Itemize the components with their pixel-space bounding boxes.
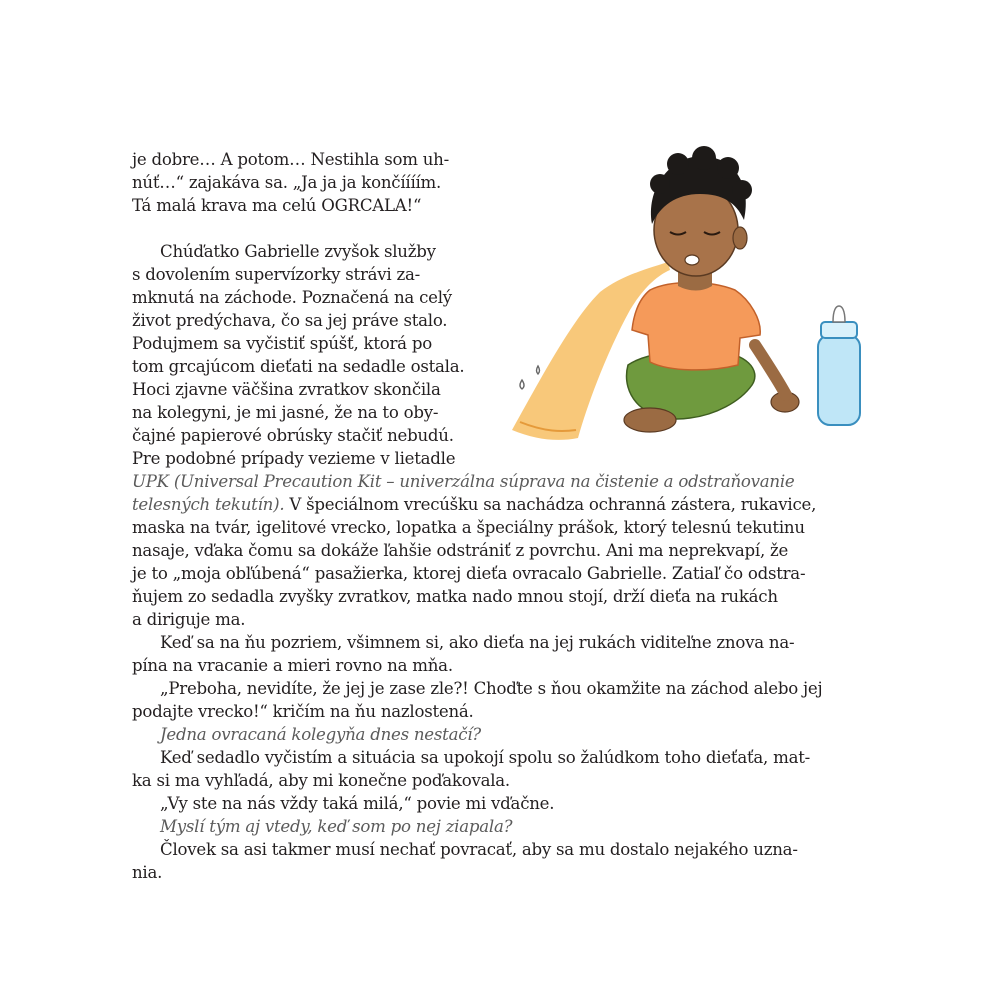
text-line: núť…“ zajakáva sa. „Ja ja ja končíííím. — [132, 173, 442, 192]
text-line: tom grcajúcom dieťati na sedadle ostala. — [132, 357, 465, 376]
text-line: čajné papierové obrúsky stačiť nebudú. — [132, 426, 454, 445]
text-line: mknutá na záchode. Poznačená na celý — [132, 288, 452, 307]
text-line: je dobre… A potom… Nestihla som uh- — [132, 150, 449, 169]
text-line: je to „moja obľúbená“ pasažierka, ktorej dieťa ovracalo Gabrielle. Zatiaľ čo odstra- — [132, 564, 806, 583]
text-line: Keď sedadlo vyčistím a situácia sa upokojí spolu so žalúdkom toho dieťaťa, mat- — [160, 748, 810, 767]
text-line: a diriguje ma. — [132, 610, 246, 629]
text-line: pína na vracanie a mieri rovno na mňa. — [132, 656, 453, 675]
text-line: nia. — [132, 863, 163, 882]
text-line-italic: Myslí tým aj vtedy, keď som po nej ziapala? — [160, 817, 513, 836]
text-line: ka si ma vyhľadá, aby mi konečne poďakovala. — [132, 771, 510, 790]
text-line: ňujem zo sedadla zvyšky zvratkov, matka nado mnou stojí, drží dieťa na rukách — [132, 587, 778, 606]
text-line: s dovolením supervízorky strávi za- — [132, 265, 420, 284]
text-line: na kolegyni, je mi jasné, že na to oby- — [132, 403, 439, 422]
text-line: Pre podobné prípady vezieme v lietadle — [132, 449, 456, 468]
text-line: Podujmem sa vyčistiť spúšť, ktorá po — [132, 334, 432, 353]
text-line: „Vy ste na nás vždy taká milá,“ povie mi vďačne. — [160, 794, 555, 813]
text-line-italic: Jedna ovracaná kolegyňa dnes nestačí? — [160, 725, 481, 744]
regular-span: V špeciálnom vrecúšku sa nachádza ochranná zástera, rukavice, — [284, 495, 817, 514]
text-line: Tá malá krava ma celú OGRCALA!“ — [132, 196, 422, 215]
text-line: maska na tvár, igelitové vrecko, lopatka a špeciálny prášok, ktorý telesnú tekutinu — [132, 518, 805, 537]
text-line: život predýchava, čo sa jej práve stalo. — [132, 311, 448, 330]
text-line-italic: UPK (Universal Precaution Kit – univerzálna súprava na čistenie a odstraňovanie — [132, 472, 795, 491]
text-line: podajte vrecko!“ kričím na ňu nazlostená. — [132, 702, 474, 721]
italic-span: telesných tekutín). — [132, 495, 285, 514]
text-line: Chúďatko Gabrielle zvyšok služby — [160, 242, 436, 261]
text-line: nasaje, vďaka čomu sa dokáže ľahšie odstrániť z povrchu. Ani ma neprekvapí, že — [132, 541, 789, 560]
text-line-mixed — [132, 493, 816, 516]
text-line: Keď sa na ňu pozriem, všimnem si, ako dieťa na jej rukách viditeľne znova na- — [160, 633, 795, 652]
text-line: „Preboha, nevidíte, že jej je zase zle?! Choďte s ňou okamžite na záchod alebo jej — [160, 679, 823, 698]
text-line: Človek sa asi takmer musí nechať povracať, aby sa mu dostalo nejakého uzna- — [160, 840, 798, 859]
child-vomiting-illustration — [500, 140, 875, 450]
text-line: Hoci zjavne väčšina zvratkov skončila — [132, 380, 441, 399]
